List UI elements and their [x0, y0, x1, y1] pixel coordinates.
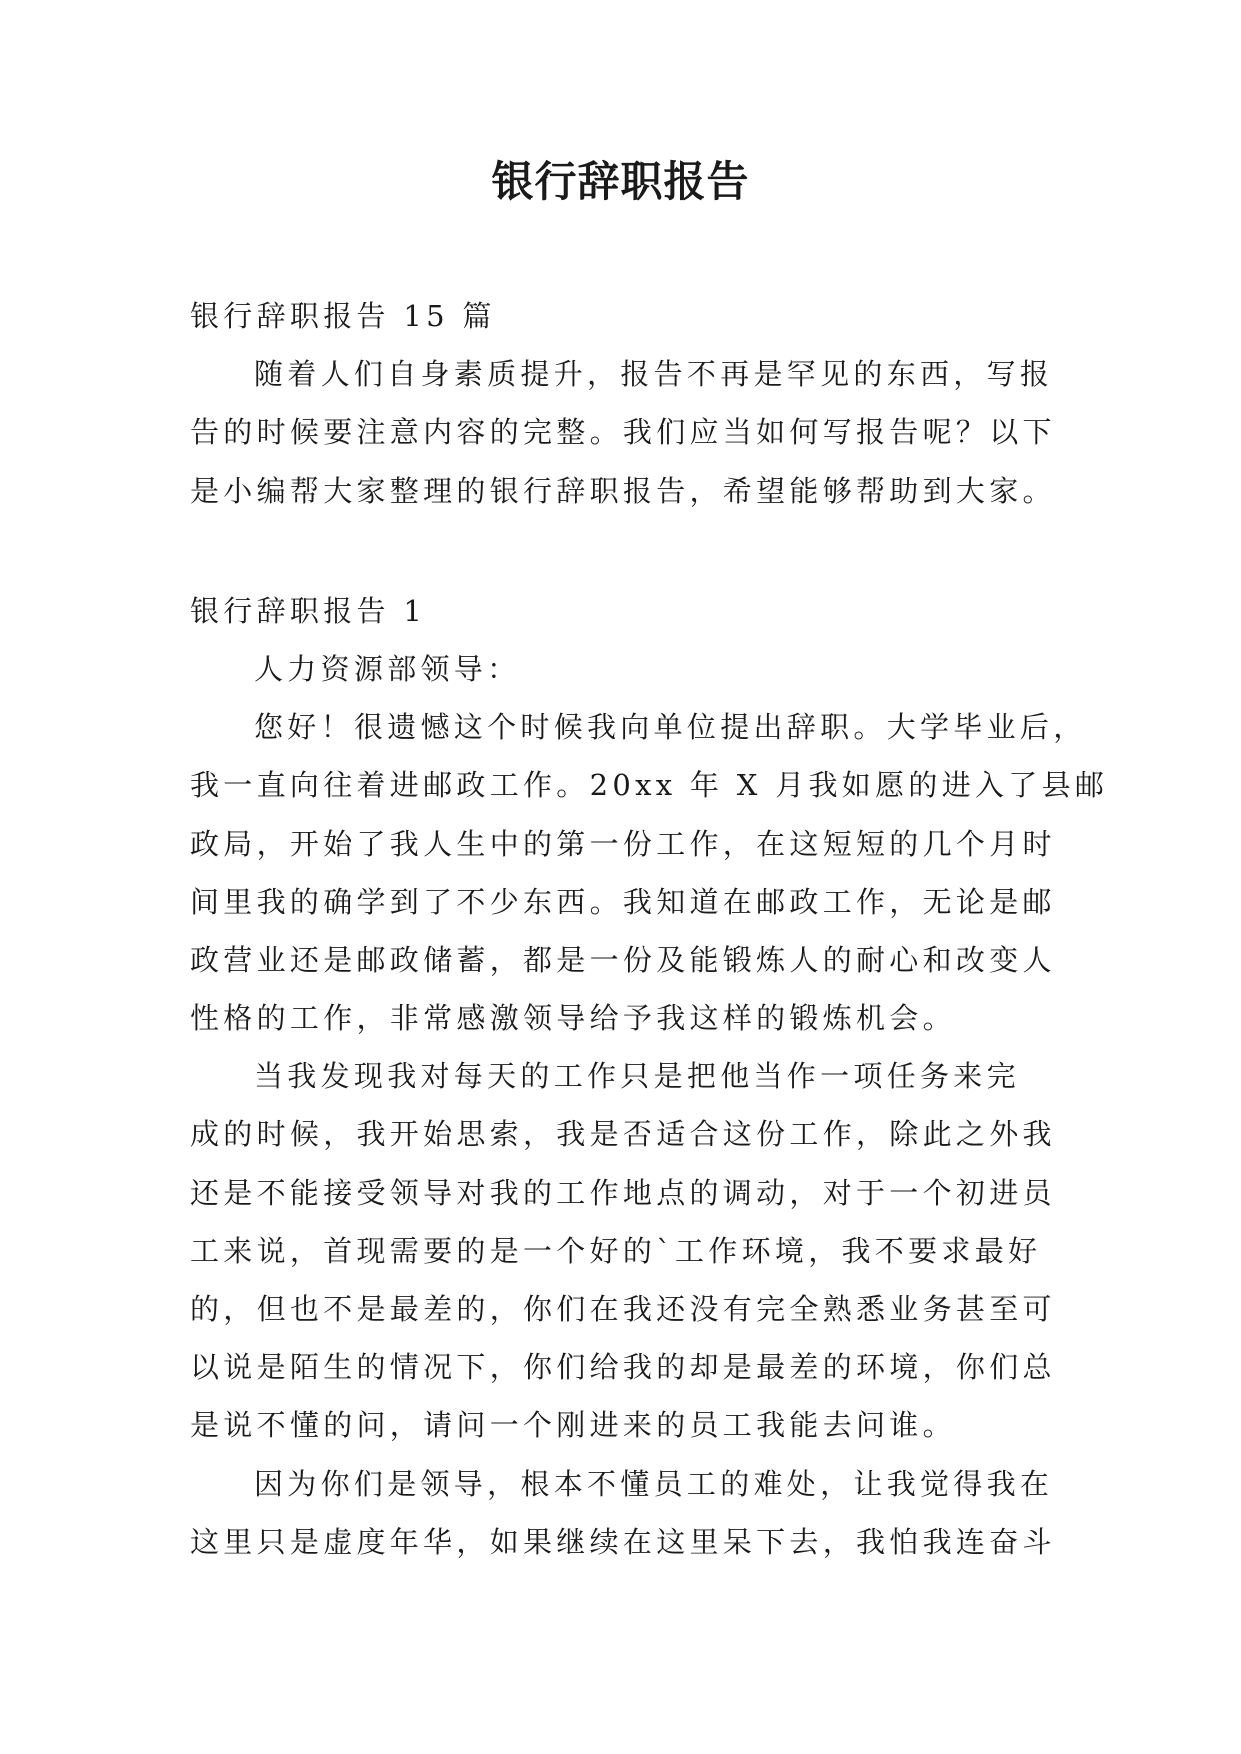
- paragraph-line: 还是不能接受领导对我的工作地点的调动，对于一个初进员: [190, 1175, 1056, 1210]
- intro-line: 是小编帮大家整理的银行辞职报告，希望能够帮助到大家。: [190, 473, 1056, 508]
- document-title: 银行辞职报告: [491, 157, 750, 206]
- paragraph-line: 政局，开始了我人生中的第一份工作，在这短短的几个月时: [190, 826, 1056, 861]
- intro-paragraph: [190, 345, 1080, 520]
- intro-line: 随着人们自身素质提升，报告不再是罕见的东西，写报: [254, 357, 1054, 392]
- paragraph-1: [190, 698, 1109, 1047]
- paragraph-line: 间里我的确学到了不少东西。我知道在邮政工作，无论是邮: [190, 884, 1056, 919]
- salutation: 人力资源部领导：: [254, 651, 521, 686]
- paragraph-line: 工来说，首现需要的是一个好的`工作环境，我不要求最好: [190, 1233, 1042, 1268]
- document-body: [190, 287, 1109, 1571]
- paragraph-2: [190, 1047, 1080, 1454]
- section-heading: 银行辞职报告 1: [190, 593, 427, 628]
- paragraph-line: 政营业还是邮政储蓄，都是一份及能锻炼人的耐心和改变人: [190, 942, 1056, 977]
- paragraph-line: 以说是陌生的情况下，你们给我的却是最差的环境，你们总: [190, 1350, 1056, 1385]
- paragraph-3: [190, 1455, 1080, 1571]
- paragraph-line: 成的时候，我开始思索，我是否适合这份工作，除此之外我: [190, 1117, 1056, 1152]
- paragraph-line: 这里只是虚度年华，如果继续在这里呆下去，我怕我连奋斗: [190, 1524, 1056, 1559]
- intro-line: 告的时候要注意内容的完整。我们应当如何写报告呢？以下: [190, 415, 1056, 450]
- paragraph-line: 我一直向往着进邮政工作。20xx 年 X 月我如愿的进入了县邮: [190, 768, 1109, 803]
- paragraph-line: 您好！很遗憾这个时候我向单位提出辞职。大学毕业后，: [254, 710, 1087, 745]
- section-gap: [190, 520, 1080, 582]
- paragraph-line: 是说不懂的问，请问一个刚进来的员工我能去问谁。: [190, 1408, 956, 1443]
- paragraph-line: 当我发现我对每天的工作只是把他当作一项任务来完: [254, 1059, 1020, 1094]
- paragraph-line: 因为你们是领导，根本不懂员工的难处，让我觉得我在: [254, 1466, 1054, 1501]
- paragraph-line: 性格的工作，非常感激领导给予我这样的锻炼机会。: [190, 1001, 956, 1036]
- paragraph-line: 的，但也不是最差的，你们在我还没有完全熟悉业务甚至可: [190, 1292, 1056, 1326]
- collection-heading: 银行辞职报告 15 篇: [190, 299, 496, 333]
